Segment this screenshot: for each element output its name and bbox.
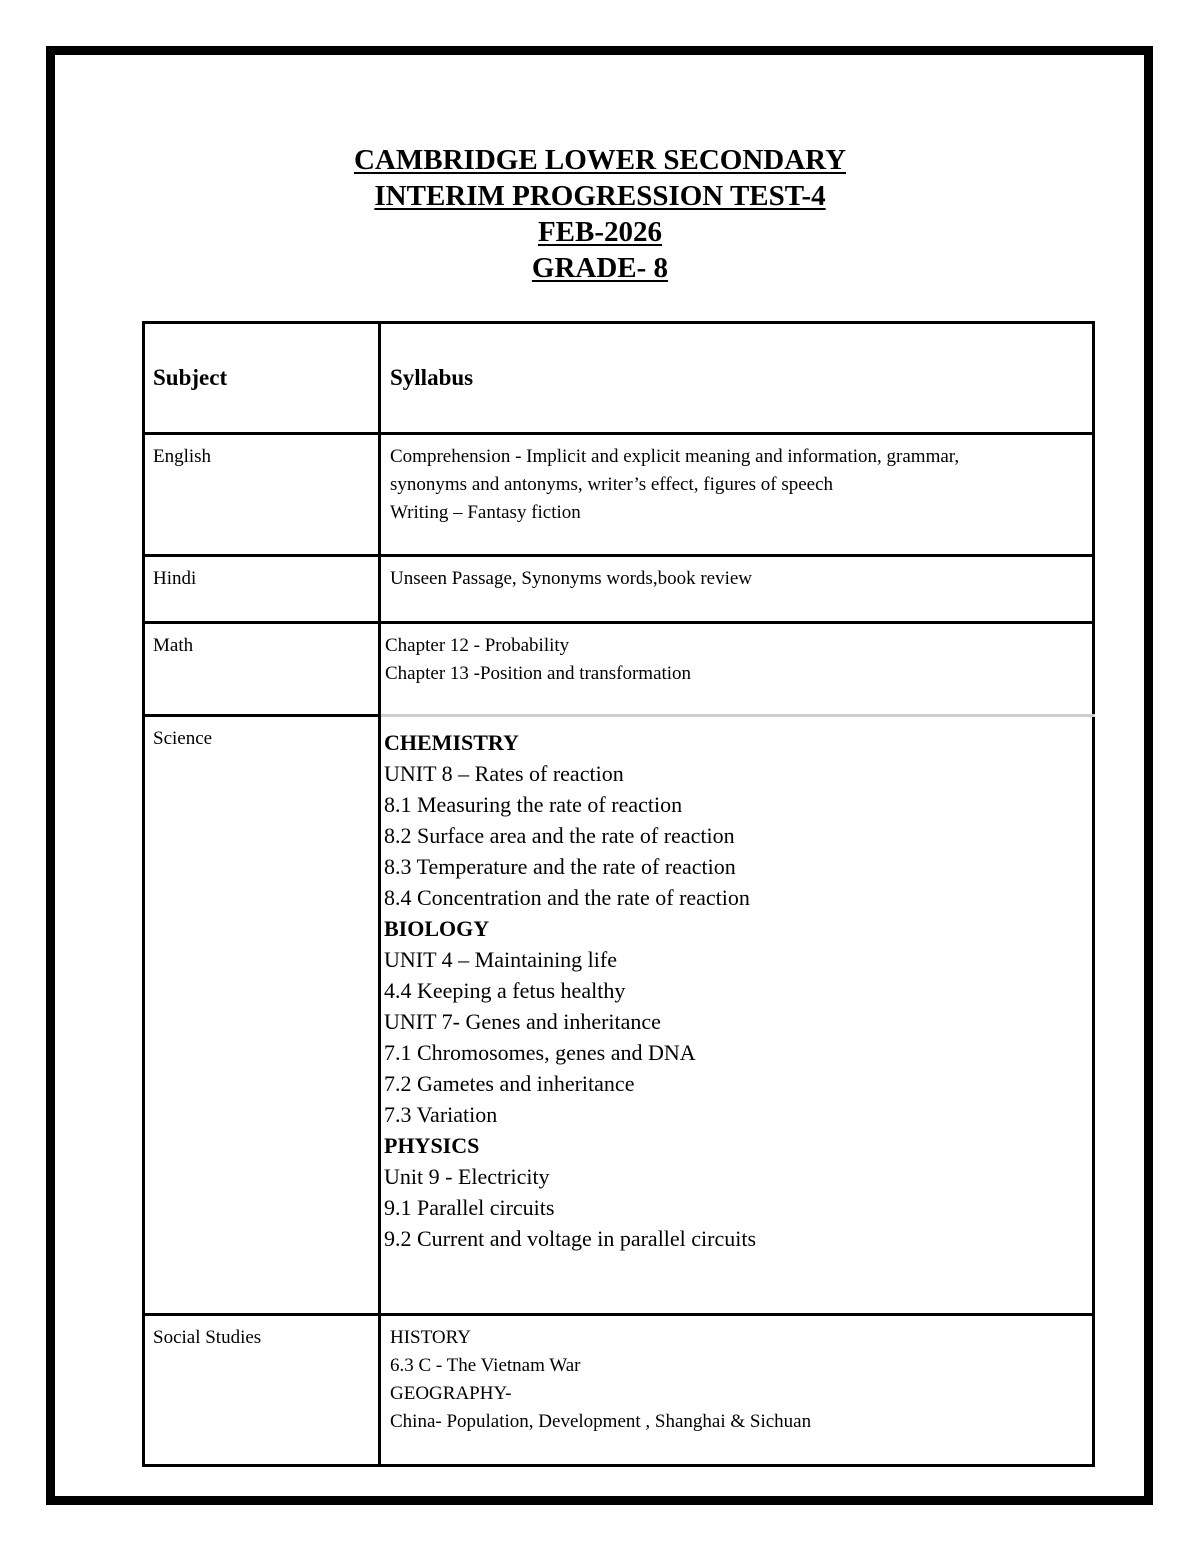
title-line-board: CAMBRIDGE LOWER SECONDARY <box>353 144 847 176</box>
syllabus-line: 8.4 Concentration and the rate of reaction <box>384 885 750 910</box>
syllabus-table <box>142 321 1095 1467</box>
subject-header: Subject <box>144 323 380 434</box>
syllabus-line: UNIT 7- Genes and inheritance <box>384 1009 661 1034</box>
syllabus-cell-hindi <box>380 556 1094 623</box>
table-row-english <box>144 434 1094 556</box>
syllabus-line: 9.2 Current and voltage in parallel circuits <box>384 1226 757 1251</box>
subject-cell-math: Math <box>144 623 380 716</box>
syllabus-line: 4.4 Keeping a fetus healthy <box>384 978 626 1003</box>
syllabus-line: 8.3 Temperature and the rate of reaction <box>384 854 736 879</box>
table-row-hindi <box>144 556 1094 623</box>
syllabus-line: GEOGRAPHY- <box>390 1383 512 1404</box>
table-row-science <box>144 716 1094 1315</box>
syllabus-line: 9.1 Parallel circuits <box>384 1195 555 1220</box>
title-line-date: FEB-2026 <box>537 216 663 248</box>
syllabus-line: 8.2 Surface area and the rate of reaction <box>384 823 735 848</box>
syllabus-cell-social-studies <box>380 1315 1094 1466</box>
syllabus-line: Comprehension - Implicit and explicit meaning and information, grammar, <box>390 446 960 467</box>
syllabus-cell-math <box>380 623 1094 716</box>
table-row-social-studies <box>144 1315 1094 1466</box>
title-line-test: INTERIM PROGRESSION TEST-4 <box>374 180 826 212</box>
syllabus-line: Writing – Fantasy fiction <box>390 502 581 523</box>
syllabus-line: 8.1 Measuring the rate of reaction <box>384 792 683 817</box>
syllabus-line: 7.1 Chromosomes, genes and DNA <box>384 1040 696 1065</box>
table-header-row <box>144 323 1094 434</box>
syllabus-line: Unit 9 - Electricity <box>384 1164 550 1189</box>
subject-cell-hindi: Hindi <box>144 556 380 623</box>
section-heading-chemistry: CHEMISTRY <box>384 730 519 755</box>
section-heading-physics: PHYSICS <box>384 1133 480 1158</box>
syllabus-line: Unseen Passage, Synonyms words,book review <box>390 568 753 589</box>
subject-cell-social-studies: Social Studies <box>144 1315 380 1466</box>
title-line-grade: GRADE- 8 <box>531 252 669 284</box>
syllabus-line: UNIT 8 – Rates of reaction <box>384 761 624 786</box>
subject-cell-english: English <box>144 434 380 556</box>
syllabus-line: China- Population, Development , Shanghai & Sichuan <box>390 1411 812 1432</box>
section-heading-biology: BIOLOGY <box>384 916 490 941</box>
table-row-math <box>144 623 1094 716</box>
syllabus-line: synonyms and antonyms, writer’s effect, figures of speech <box>390 474 834 495</box>
syllabus-line: 7.2 Gametes and inheritance <box>384 1071 635 1096</box>
syllabus-line: UNIT 4 – Maintaining life <box>384 947 617 972</box>
syllabus-line: Chapter 13 -Position and transformation <box>385 663 692 684</box>
document-title <box>0 142 1200 286</box>
syllabus-line: HISTORY <box>390 1327 471 1348</box>
syllabus-line: Chapter 12 - Probability <box>385 635 570 656</box>
subject-cell-science: Science <box>144 716 380 1315</box>
syllabus-cell-english <box>380 434 1094 556</box>
syllabus-cell-science <box>380 716 1094 1315</box>
syllabus-line: 7.3 Variation <box>384 1102 498 1127</box>
syllabus-header: Syllabus <box>380 323 1094 434</box>
syllabus-line: 6.3 C - The Vietnam War <box>390 1355 581 1376</box>
